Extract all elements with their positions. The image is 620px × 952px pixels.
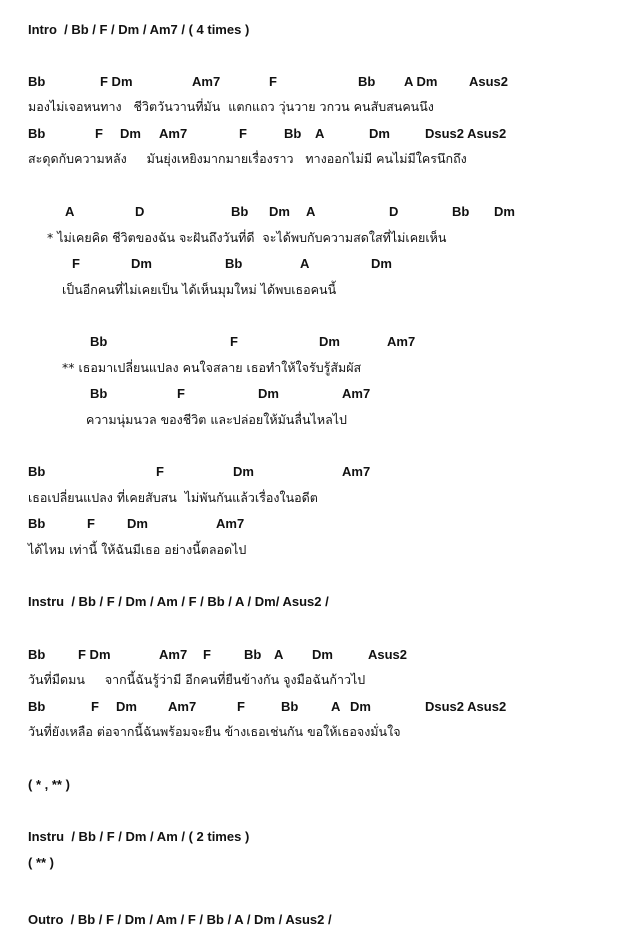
verse2-chords-1: [28, 464, 608, 480]
chord: Dm: [319, 334, 340, 349]
chorus2-lyric-2: ความนุ่มนวล ของชีวิต และปล่อยให้มันลื่นไหลไป: [86, 412, 347, 427]
chord: A: [306, 204, 316, 219]
chord: F: [239, 126, 247, 141]
chorus1-chords-1: [28, 204, 608, 220]
chord: D: [389, 204, 399, 219]
chord: F: [177, 386, 185, 401]
verse3-lyric-2: วันที่ยังเหลือ ต่อจากนี้ฉันพร้อมจะยืน ข้างเธอเช่นกัน ขอให้เธอจงมั่นใจ: [28, 724, 401, 739]
chord: Am7: [387, 334, 416, 349]
chord: Am7: [342, 464, 371, 479]
chord: A: [65, 204, 75, 219]
chord: F: [269, 74, 277, 89]
chord: A Dm: [404, 74, 438, 89]
chord: Dm: [258, 386, 279, 401]
chorus1-lyric-1: * ไม่เคยคิด ชีวิตของฉัน จะฝันถึงวันที่ดี จะได้พบกับความสดใสที่ไม่เคยเห็น: [47, 230, 447, 245]
chord: Dm: [369, 126, 390, 141]
chord: Bb: [28, 647, 46, 662]
chord: Bb: [28, 516, 46, 531]
chord: Bb: [358, 74, 376, 89]
intro-line: Intro / Bb / F / Dm / Am7 / ( 4 times ): [28, 22, 250, 37]
verse1-lyric-2: สะดุดกับความหลัง มันยุ่งเหยิงมากมายเรื่องราว ทางออกไม่มี คนไม่มีใครนึกถึง: [28, 151, 467, 166]
chord: Dm: [131, 256, 152, 271]
chord: Bb: [244, 647, 262, 662]
chorus2-chords-2: [28, 386, 608, 402]
chord: A: [315, 126, 325, 141]
chord: Asus2: [368, 647, 408, 662]
chord: D: [135, 204, 145, 219]
verse2-lyric-1: เธอเปลี่ยนแปลง ที่เคยสับสน ไม่พันกันแล้วเรื่องในอดีต: [28, 490, 318, 505]
chord: F: [203, 647, 211, 662]
chord: Bb: [28, 699, 46, 714]
chord: F Dm: [100, 74, 133, 89]
chord: Dm: [269, 204, 290, 219]
instru-line-2: Instru / Bb / F / Dm / Am / ( 2 times ): [28, 829, 250, 844]
chorus2-chords-1: [28, 334, 608, 350]
chord: Bb: [28, 74, 46, 89]
chord: F Dm: [78, 647, 111, 662]
chord: Asus2: [469, 74, 509, 89]
chord: Am7: [159, 647, 188, 662]
chord: A: [331, 699, 341, 714]
chorus1-chords-2: [28, 256, 608, 272]
instru-line-1: Instru / Bb / F / Dm / Am / F / Bb / A / Dm/ Asus2 /: [28, 594, 329, 609]
chord: Am7: [342, 386, 371, 401]
verse2-lyric-2: ได้ไหม เท่านี้ ให้ฉันมีเธอ อย่างนี้ตลอดไป: [28, 542, 247, 557]
chord: F: [72, 256, 80, 271]
chord: F: [230, 334, 238, 349]
verse3-chords-2: [28, 699, 608, 715]
verse1-chords-1: [28, 74, 608, 90]
chord: Dm: [116, 699, 137, 714]
verse3-chords-1: [28, 647, 608, 663]
chord: Bb: [231, 204, 249, 219]
chord: Am7: [168, 699, 197, 714]
chord: Dm: [120, 126, 141, 141]
chord: F: [87, 516, 95, 531]
chord: A: [300, 256, 310, 271]
repeat-marker-2: ( ** ): [28, 855, 54, 870]
chord: Bb: [90, 334, 108, 349]
chord: Dm: [312, 647, 333, 662]
chord: Am7: [159, 126, 188, 141]
chord: F: [156, 464, 164, 479]
chord: Dm: [371, 256, 392, 271]
chord: Dsus2 Asus2: [425, 126, 507, 141]
verse1-chords-2: [28, 126, 608, 142]
chord: F: [91, 699, 99, 714]
chorus2-lyric-1: ** เธอมาเปลี่ยนแปลง คนใจสลาย เธอทำให้ใจรับรู้สัมผัส: [62, 360, 362, 375]
chord: F: [237, 699, 245, 714]
chord: Dm: [127, 516, 148, 531]
chord: Bb: [90, 386, 108, 401]
chord: A: [274, 647, 284, 662]
chorus1-lyric-2: เป็นอีกคนที่ไม่เคยเป็น ได้เห็นมุมใหม่ ได้พบเธอคนนี้: [62, 282, 337, 297]
chord: Am7: [192, 74, 221, 89]
verse1-lyric-1: มองไม่เจอหนทาง ชีวิตวันวานที่มัน แตกแถว วุ่นวาย วกวน คนสับสนคนนึง: [28, 99, 434, 114]
chord: Bb: [284, 126, 302, 141]
chord: Bb: [225, 256, 243, 271]
repeat-marker-1: ( * , ** ): [28, 777, 70, 792]
chord: Dsus2 Asus2: [425, 699, 507, 714]
outro-line: Outro / Bb / F / Dm / Am / F / Bb / A / Dm / Asus2 /: [28, 912, 332, 927]
chord: Am7: [216, 516, 245, 531]
chord: Dm: [233, 464, 254, 479]
verse3-lyric-1: วันที่มืดมน จากนี้ฉันรู้ว่ามี อีกคนที่ยืนข้างกัน จูงมือฉันก้าวไป: [28, 672, 366, 687]
chord: Dm: [494, 204, 515, 219]
chord: Bb: [28, 464, 46, 479]
verse2-chords-2: [28, 516, 608, 532]
chord: Dm: [350, 699, 371, 714]
chord: Bb: [452, 204, 470, 219]
chord: F: [95, 126, 103, 141]
chord: Bb: [28, 126, 46, 141]
chord: Bb: [281, 699, 299, 714]
